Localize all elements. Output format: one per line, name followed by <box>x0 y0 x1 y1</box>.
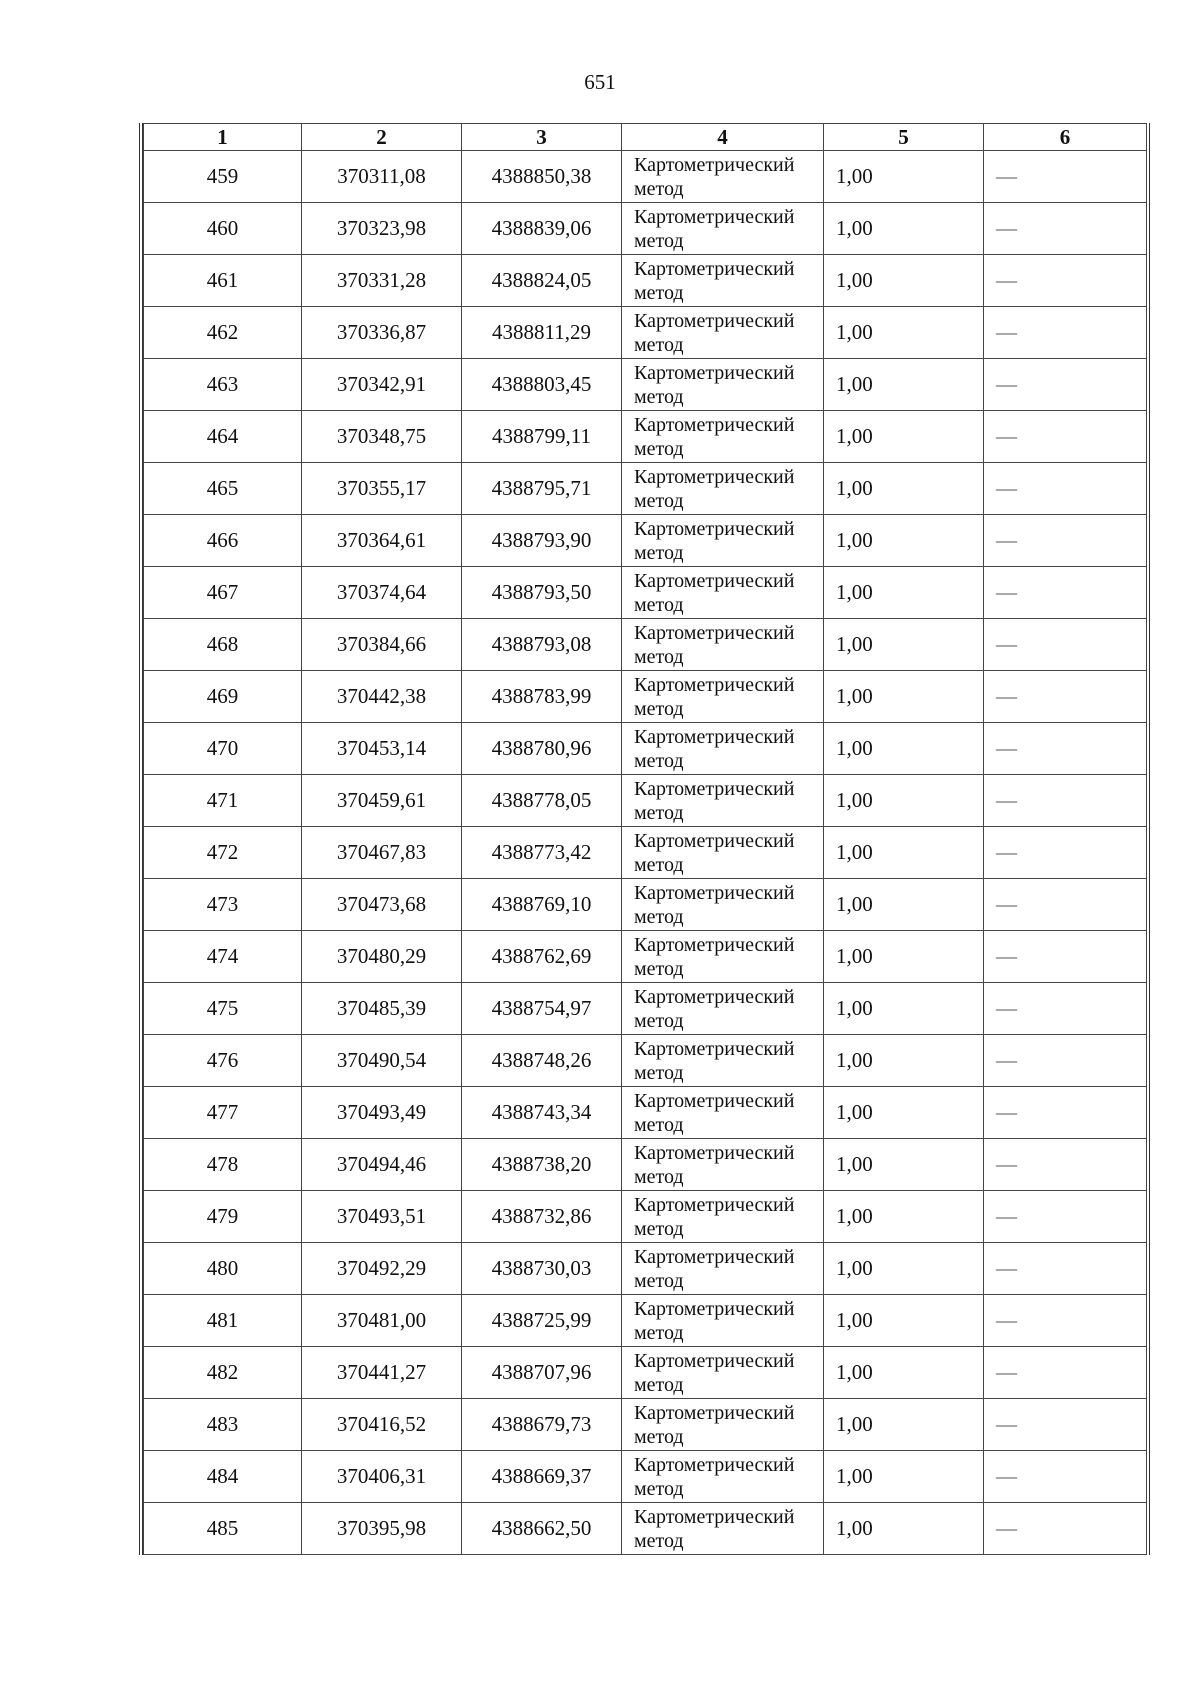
method-cell: Картометрический метод <box>622 1399 824 1451</box>
y-coordinate-cell: 4388730,03 <box>462 1243 622 1295</box>
note-cell: — <box>984 411 1147 463</box>
point-number-cell: 479 <box>144 1191 302 1243</box>
page-number: 651 <box>584 70 616 94</box>
x-coordinate-cell: 370395,98 <box>302 1503 462 1555</box>
column-header: 4 <box>622 124 824 151</box>
table-row <box>144 1191 1147 1243</box>
x-coordinate-cell: 370416,52 <box>302 1399 462 1451</box>
point-number-cell: 466 <box>144 515 302 567</box>
precision-cell: 1,00 <box>824 255 984 307</box>
x-coordinate-cell: 370481,00 <box>302 1295 462 1347</box>
method-cell: Картометрический метод <box>622 827 824 879</box>
table-row <box>144 203 1147 255</box>
precision-cell: 1,00 <box>824 931 984 983</box>
note-cell: — <box>984 1087 1147 1139</box>
note-cell: — <box>984 151 1147 203</box>
table-row <box>144 1399 1147 1451</box>
table-row <box>144 1243 1147 1295</box>
y-coordinate-cell: 4388679,73 <box>462 1399 622 1451</box>
method-cell: Картометрический метод <box>622 1347 824 1399</box>
method-cell: Картометрический метод <box>622 567 824 619</box>
note-cell: — <box>984 1243 1147 1295</box>
precision-cell: 1,00 <box>824 307 984 359</box>
x-coordinate-cell: 370442,38 <box>302 671 462 723</box>
note-cell: — <box>984 1295 1147 1347</box>
method-cell: Картометрический метод <box>622 411 824 463</box>
point-number-cell: 476 <box>144 1035 302 1087</box>
table-row <box>144 671 1147 723</box>
precision-cell: 1,00 <box>824 827 984 879</box>
table-row <box>144 1139 1147 1191</box>
method-cell: Картометрический метод <box>622 151 824 203</box>
y-coordinate-cell: 4388732,86 <box>462 1191 622 1243</box>
x-coordinate-cell: 370336,87 <box>302 307 462 359</box>
precision-cell: 1,00 <box>824 775 984 827</box>
x-coordinate-cell: 370490,54 <box>302 1035 462 1087</box>
x-coordinate-cell: 370459,61 <box>302 775 462 827</box>
table-row <box>144 151 1147 203</box>
precision-cell: 1,00 <box>824 1451 984 1503</box>
table-row <box>144 1347 1147 1399</box>
point-number-cell: 460 <box>144 203 302 255</box>
y-coordinate-cell: 4388795,71 <box>462 463 622 515</box>
y-coordinate-cell: 4388839,06 <box>462 203 622 255</box>
note-cell: — <box>984 983 1147 1035</box>
table-body <box>144 151 1147 1555</box>
precision-cell: 1,00 <box>824 1503 984 1555</box>
point-number-cell: 470 <box>144 723 302 775</box>
point-number-cell: 484 <box>144 1451 302 1503</box>
point-number-cell: 464 <box>144 411 302 463</box>
table-row <box>144 307 1147 359</box>
point-number-cell: 462 <box>144 307 302 359</box>
note-cell: — <box>984 515 1147 567</box>
y-coordinate-cell: 4388762,69 <box>462 931 622 983</box>
note-cell: — <box>984 671 1147 723</box>
x-coordinate-cell: 370342,91 <box>302 359 462 411</box>
table-header-row <box>144 124 1147 151</box>
precision-cell: 1,00 <box>824 359 984 411</box>
point-number-cell: 459 <box>144 151 302 203</box>
y-coordinate-cell: 4388783,99 <box>462 671 622 723</box>
point-number-cell: 477 <box>144 1087 302 1139</box>
method-cell: Картометрический метод <box>622 463 824 515</box>
method-cell: Картометрический метод <box>622 671 824 723</box>
method-cell: Картометрический метод <box>622 983 824 1035</box>
coordinates-table-container <box>139 123 1150 1555</box>
y-coordinate-cell: 4388738,20 <box>462 1139 622 1191</box>
method-cell: Картометрический метод <box>622 1139 824 1191</box>
x-coordinate-cell: 370441,27 <box>302 1347 462 1399</box>
note-cell: — <box>984 723 1147 775</box>
table-row <box>144 1035 1147 1087</box>
precision-cell: 1,00 <box>824 1035 984 1087</box>
x-coordinate-cell: 370492,29 <box>302 1243 462 1295</box>
note-cell: — <box>984 1399 1147 1451</box>
y-coordinate-cell: 4388850,38 <box>462 151 622 203</box>
point-number-cell: 483 <box>144 1399 302 1451</box>
y-coordinate-cell: 4388780,96 <box>462 723 622 775</box>
precision-cell: 1,00 <box>824 723 984 775</box>
y-coordinate-cell: 4388725,99 <box>462 1295 622 1347</box>
table-row <box>144 1503 1147 1555</box>
note-cell: — <box>984 1503 1147 1555</box>
point-number-cell: 472 <box>144 827 302 879</box>
table-row <box>144 879 1147 931</box>
point-number-cell: 481 <box>144 1295 302 1347</box>
note-cell: — <box>984 1347 1147 1399</box>
x-coordinate-cell: 370355,17 <box>302 463 462 515</box>
y-coordinate-cell: 4388662,50 <box>462 1503 622 1555</box>
y-coordinate-cell: 4388793,08 <box>462 619 622 671</box>
point-number-cell: 463 <box>144 359 302 411</box>
x-coordinate-cell: 370384,66 <box>302 619 462 671</box>
precision-cell: 1,00 <box>824 1399 984 1451</box>
method-cell: Картометрический метод <box>622 723 824 775</box>
note-cell: — <box>984 307 1147 359</box>
method-cell: Картометрический метод <box>622 1243 824 1295</box>
method-cell: Картометрический метод <box>622 203 824 255</box>
note-cell: — <box>984 619 1147 671</box>
x-coordinate-cell: 370406,31 <box>302 1451 462 1503</box>
point-number-cell: 468 <box>144 619 302 671</box>
precision-cell: 1,00 <box>824 151 984 203</box>
note-cell: — <box>984 775 1147 827</box>
x-coordinate-cell: 370331,28 <box>302 255 462 307</box>
x-coordinate-cell: 370493,49 <box>302 1087 462 1139</box>
method-cell: Картометрический метод <box>622 515 824 567</box>
point-number-cell: 473 <box>144 879 302 931</box>
note-cell: — <box>984 879 1147 931</box>
method-cell: Картометрический метод <box>622 359 824 411</box>
x-coordinate-cell: 370494,46 <box>302 1139 462 1191</box>
point-number-cell: 467 <box>144 567 302 619</box>
x-coordinate-cell: 370480,29 <box>302 931 462 983</box>
table-row <box>144 1087 1147 1139</box>
column-header: 2 <box>302 124 462 151</box>
note-cell: — <box>984 463 1147 515</box>
table-row <box>144 723 1147 775</box>
y-coordinate-cell: 4388769,10 <box>462 879 622 931</box>
note-cell: — <box>984 255 1147 307</box>
y-coordinate-cell: 4388793,50 <box>462 567 622 619</box>
method-cell: Картометрический метод <box>622 775 824 827</box>
precision-cell: 1,00 <box>824 515 984 567</box>
y-coordinate-cell: 4388778,05 <box>462 775 622 827</box>
precision-cell: 1,00 <box>824 411 984 463</box>
x-coordinate-cell: 370374,64 <box>302 567 462 619</box>
note-cell: — <box>984 359 1147 411</box>
precision-cell: 1,00 <box>824 983 984 1035</box>
point-number-cell: 478 <box>144 1139 302 1191</box>
x-coordinate-cell: 370311,08 <box>302 151 462 203</box>
method-cell: Картометрический метод <box>622 307 824 359</box>
point-number-cell: 480 <box>144 1243 302 1295</box>
table-row <box>144 827 1147 879</box>
precision-cell: 1,00 <box>824 671 984 723</box>
point-number-cell: 475 <box>144 983 302 1035</box>
method-cell: Картометрический метод <box>622 619 824 671</box>
method-cell: Картометрический метод <box>622 879 824 931</box>
y-coordinate-cell: 4388754,97 <box>462 983 622 1035</box>
precision-cell: 1,00 <box>824 1347 984 1399</box>
method-cell: Картометрический метод <box>622 1087 824 1139</box>
precision-cell: 1,00 <box>824 463 984 515</box>
y-coordinate-cell: 4388793,90 <box>462 515 622 567</box>
note-cell: — <box>984 1035 1147 1087</box>
precision-cell: 1,00 <box>824 1243 984 1295</box>
method-cell: Картометрический метод <box>622 1503 824 1555</box>
x-coordinate-cell: 370323,98 <box>302 203 462 255</box>
table-row <box>144 411 1147 463</box>
x-coordinate-cell: 370473,68 <box>302 879 462 931</box>
note-cell: — <box>984 203 1147 255</box>
table-row <box>144 1295 1147 1347</box>
point-number-cell: 471 <box>144 775 302 827</box>
note-cell: — <box>984 1139 1147 1191</box>
table-row <box>144 515 1147 567</box>
y-coordinate-cell: 4388743,34 <box>462 1087 622 1139</box>
y-coordinate-cell: 4388803,45 <box>462 359 622 411</box>
y-coordinate-cell: 4388707,96 <box>462 1347 622 1399</box>
x-coordinate-cell: 370453,14 <box>302 723 462 775</box>
method-cell: Картометрический метод <box>622 931 824 983</box>
coordinates-table <box>143 123 1147 1555</box>
table-row <box>144 983 1147 1035</box>
note-cell: — <box>984 1191 1147 1243</box>
y-coordinate-cell: 4388773,42 <box>462 827 622 879</box>
method-cell: Картометрический метод <box>622 255 824 307</box>
x-coordinate-cell: 370467,83 <box>302 827 462 879</box>
point-number-cell: 465 <box>144 463 302 515</box>
point-number-cell: 485 <box>144 1503 302 1555</box>
note-cell: — <box>984 1451 1147 1503</box>
method-cell: Картометрический метод <box>622 1035 824 1087</box>
table-row <box>144 359 1147 411</box>
point-number-cell: 474 <box>144 931 302 983</box>
method-cell: Картометрический метод <box>622 1191 824 1243</box>
y-coordinate-cell: 4388811,29 <box>462 307 622 359</box>
method-cell: Картометрический метод <box>622 1451 824 1503</box>
note-cell: — <box>984 931 1147 983</box>
precision-cell: 1,00 <box>824 879 984 931</box>
column-header: 3 <box>462 124 622 151</box>
column-header: 5 <box>824 124 984 151</box>
point-number-cell: 461 <box>144 255 302 307</box>
y-coordinate-cell: 4388799,11 <box>462 411 622 463</box>
y-coordinate-cell: 4388824,05 <box>462 255 622 307</box>
precision-cell: 1,00 <box>824 619 984 671</box>
precision-cell: 1,00 <box>824 1191 984 1243</box>
x-coordinate-cell: 370485,39 <box>302 983 462 1035</box>
x-coordinate-cell: 370493,51 <box>302 1191 462 1243</box>
table-row <box>144 255 1147 307</box>
table-row <box>144 619 1147 671</box>
y-coordinate-cell: 4388669,37 <box>462 1451 622 1503</box>
table-row <box>144 463 1147 515</box>
precision-cell: 1,00 <box>824 1087 984 1139</box>
point-number-cell: 482 <box>144 1347 302 1399</box>
x-coordinate-cell: 370348,75 <box>302 411 462 463</box>
method-cell: Картометрический метод <box>622 1295 824 1347</box>
x-coordinate-cell: 370364,61 <box>302 515 462 567</box>
y-coordinate-cell: 4388748,26 <box>462 1035 622 1087</box>
note-cell: — <box>984 827 1147 879</box>
precision-cell: 1,00 <box>824 203 984 255</box>
precision-cell: 1,00 <box>824 1295 984 1347</box>
precision-cell: 1,00 <box>824 1139 984 1191</box>
column-header: 1 <box>144 124 302 151</box>
note-cell: — <box>984 567 1147 619</box>
table-row <box>144 1451 1147 1503</box>
table-row <box>144 775 1147 827</box>
point-number-cell: 469 <box>144 671 302 723</box>
precision-cell: 1,00 <box>824 567 984 619</box>
column-header: 6 <box>984 124 1147 151</box>
table-row <box>144 567 1147 619</box>
table-row <box>144 931 1147 983</box>
